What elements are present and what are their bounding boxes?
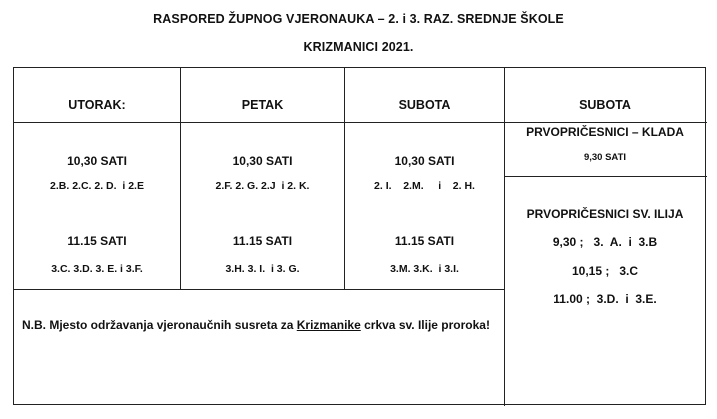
divider-h-header: [14, 122, 707, 123]
subota-classes-1: 2. I. 2.M. i 2. H.: [374, 180, 475, 192]
location-note: [22, 318, 490, 332]
note-before: N.B. Mjesto održavanja vjeronaučnih susreta za: [22, 318, 297, 332]
subota-time-1: 10,30 SATI: [394, 154, 455, 168]
ilija-row-3: 11.00 ; 3.D. i 3.E.: [553, 292, 657, 306]
subota-classes-2: 3.M. 3.K. i 3.I.: [390, 263, 459, 275]
ilija-title: PRVOPRIČESNICI SV. ILIJA: [526, 207, 684, 221]
note-underlined: Krizmanike: [296, 318, 361, 332]
klada-title: PRVOPRIČESNICI – KLADA: [526, 125, 684, 139]
petak-classes-2: 3.H. 3. I. i 3. G.: [225, 263, 300, 275]
utorak-time-1: 10,30 SATI: [67, 154, 127, 168]
petak-time-2: 11.15 SATI: [232, 234, 293, 248]
petak-time-1: 10,30 SATI: [232, 154, 293, 168]
header-utorak: UTORAK:: [68, 98, 126, 112]
header-subota-1: SUBOTA: [398, 98, 451, 112]
note-after: crkva sv. Ilije proroka!: [360, 318, 490, 332]
utorak-classes-1: 2.B. 2.C. 2. D. i 2.E: [50, 180, 144, 192]
divider-h-right: [505, 176, 707, 177]
title-line-1: RASPORED ŽUPNOG VJERONAUKA – 2. i 3. RAZ. SREDNJE ŠKOLE: [153, 12, 564, 26]
schedule-table: [13, 67, 706, 405]
divider-h-note: [14, 289, 505, 290]
header-petak: PETAK: [241, 98, 284, 112]
title-line-2: KRIZMANICI 2021.: [303, 40, 414, 54]
utorak-time-2: 11.15 SATI: [67, 234, 127, 248]
klada-time: 9,30 SATI: [583, 152, 627, 163]
ilija-row-1: 9,30 ; 3. A. i 3.B: [552, 235, 658, 249]
utorak-classes-2: 3.C. 3.D. 3. E. i 3.F.: [51, 263, 143, 275]
header-subota-2: SUBOTA: [579, 98, 631, 112]
petak-classes-1: 2.F. 2. G. 2.J i 2. K.: [215, 180, 310, 192]
ilija-row-2: 10,15 ; 3.C: [571, 264, 639, 278]
subota-time-2: 11.15 SATI: [394, 234, 455, 248]
